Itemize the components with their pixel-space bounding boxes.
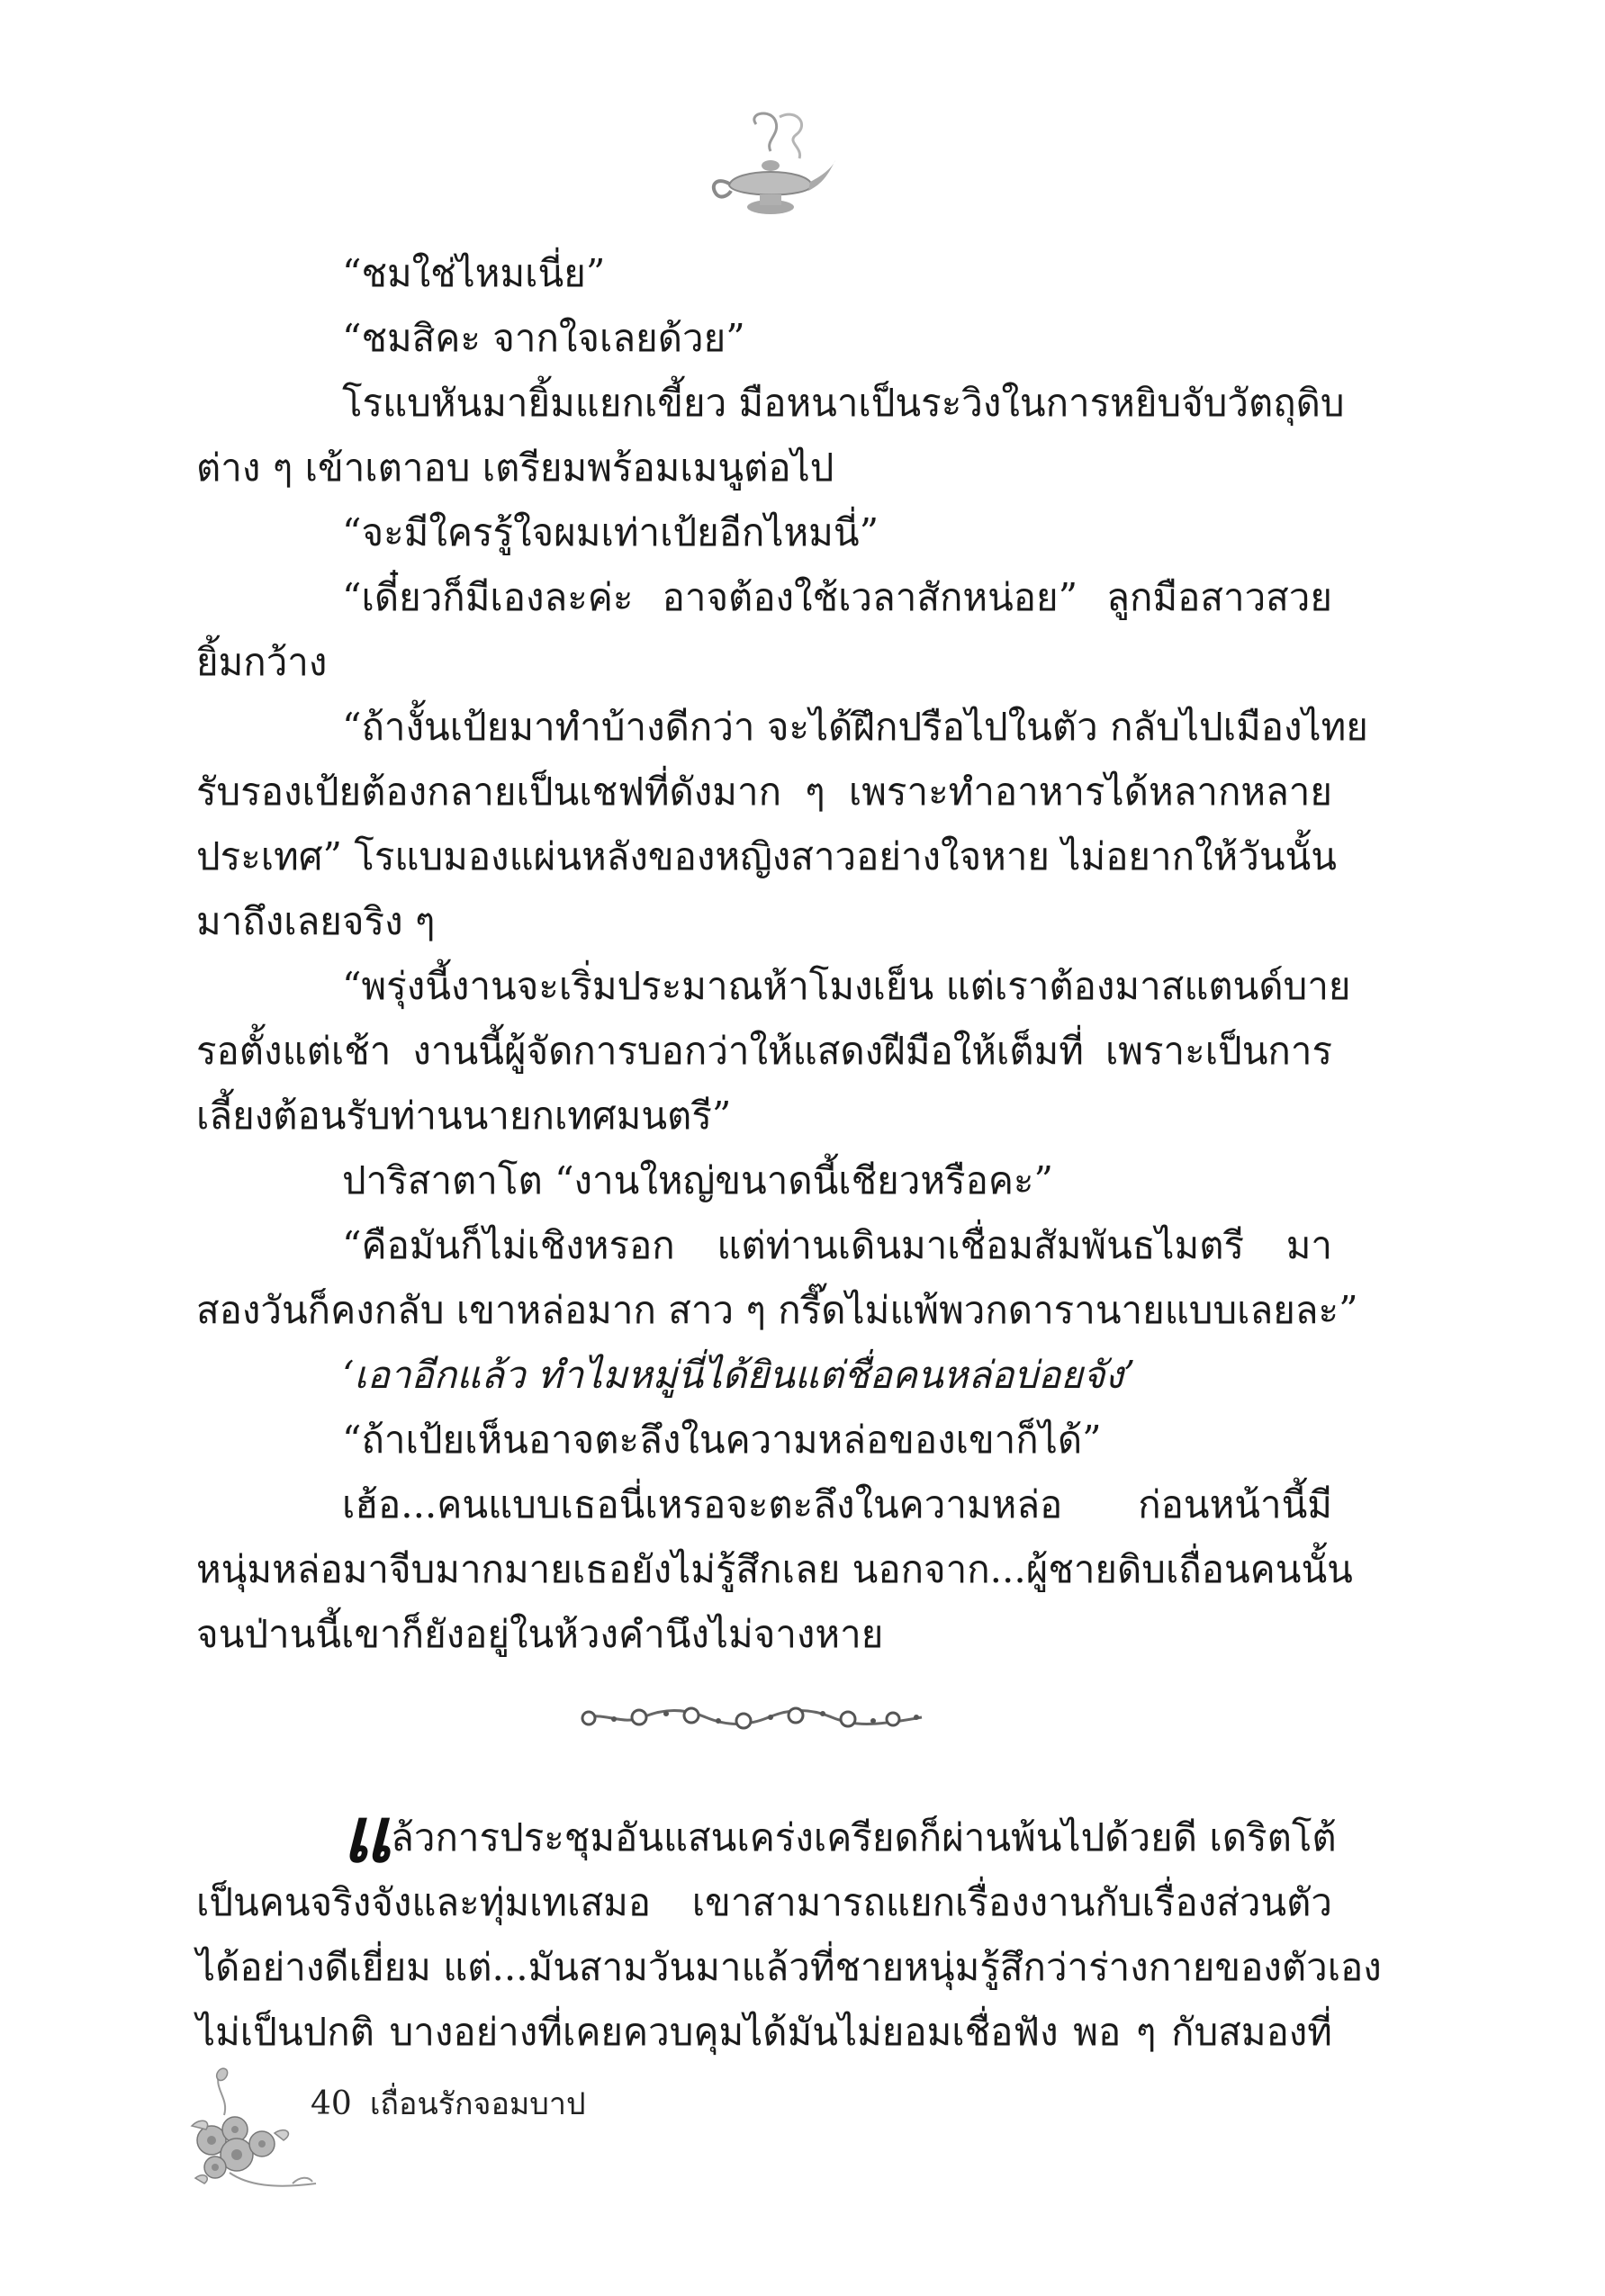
paragraph-line: “จะมีใครรู้ใจผมเท่าเป้ยอีกไหมนี่” <box>342 510 879 554</box>
body-text-top <box>196 241 1368 1667</box>
paragraph-line: ได้อย่างดีเยี่ยม แต่...มันสามวันมาแล้วที่ชายหนุ่มรู้สึกว่าร่างกายของตัวเอง <box>196 1945 1382 1989</box>
paragraph-line: ไม่เป็นปกติ บางอย่างที่เคยควบคุมได้มันไม่ยอมเชื่อฟัง พอ ๆ กับสมองที่ <box>196 2010 1332 2054</box>
paragraph-line: หนุ่มหล่อมาจีบมากมายเธอยังไม่รู้สึกเลย นอกจาก...ผู้ชายดิบเถื่อนคนนั้น <box>196 1547 1353 1591</box>
paragraph-line: ล้วการประชุมอันแสนเคร่งเครียดก็ผ่านพ้นไปด้วยดี เดริตโต้ <box>391 1815 1337 1859</box>
paragraph-line: รับรองเป้ยต้องกลายเป็นเชฟที่ดังมาก ๆ เพราะทำอาหารได้หลากหลาย <box>196 770 1332 814</box>
book-title: เถื่อนรักจอมบาป <box>369 2086 586 2122</box>
paragraph-line: จนป่านนี้เขาก็ยังอยู่ในห้วงคำนึงไม่จางหาย <box>196 1612 884 1656</box>
bead-chain-divider-icon <box>576 1701 927 1733</box>
paragraph-line: “ถ้าเป้ยเห็นอาจตะลึงในความหล่อของเขาก็ได้” <box>342 1418 1102 1462</box>
paragraph-line: สองวันก็คงกลับ เขาหล่อมาก สาว ๆ กรี๊ดไม่แพ้พวกดารานายแบบเลยละ” <box>196 1288 1358 1332</box>
paragraph-line: “เดี๋ยวก็มีเองละค่ะ อาจต้องใช้เวลาสักหน่อย” ลูกมือสาวสวย <box>342 575 1332 619</box>
body-text-section-2 <box>196 1791 1382 2065</box>
paragraph-line: เป็นคนจริงจังและทุ่มเทเสมอ เขาสามารถแยกเรื่องงานกับเรื่องส่วนตัว <box>196 1880 1332 1924</box>
paragraph-line: “ชมใช่ไหมเนี่ย” <box>342 251 606 295</box>
paragraph-line: โรแบหันมายิ้มแยกเขี้ยว มือหนาเป็นระวิงในการหยิบจับวัตถุดิบ <box>342 381 1345 425</box>
page-footer <box>311 2086 586 2122</box>
paragraph-line: รอตั้งแต่เช้า งานนี้ผู้จัดการบอกว่าให้แสดงฝีมือให้เต็มที่ เพราะเป็นการ <box>196 1029 1332 1073</box>
paragraph-line: “คือมันก็ไม่เชิงหรอก แต่ท่านเดินมาเชื่อมสัมพันธไมตรี มา <box>342 1223 1332 1267</box>
paragraph-line: ยิ้มกว้าง <box>196 640 328 684</box>
paragraph-line: “ถ้างั้นเป้ยมาทำบ้างดีกว่า จะได้ฝึกปรือไปในตัว กลับไปเมืองไทย <box>342 705 1368 749</box>
paragraph-line: มาถึงเลยจริง ๆ <box>196 899 436 943</box>
italic-thought-line: ‘เอาอีกแล้ว ทำไมหมู่นี่ได้ยินแต่ชื่อคนหล่อบ่อยจัง’ <box>342 1353 1136 1397</box>
paragraph-line: “พรุ่งนี้งานจะเริ่มประมาณห้าโมงเย็น แต่เราต้องมาสแตนด์บาย <box>342 964 1351 1008</box>
page-number: 40 <box>311 2085 352 2122</box>
paragraph-line: ต่าง ๆ เข้าเตาอบ เตรียมพร้อมเมนูต่อไป <box>196 446 834 490</box>
paragraph-line: เลี้ยงต้อนรับท่านนายกเทศมนตรี” <box>196 1094 732 1138</box>
drop-cap: แ <box>342 1791 386 1879</box>
paragraph-line: ปาริสาตาโต “งานใหญ่ขนาดนี้เชียวหรือคะ” <box>342 1158 1053 1202</box>
paragraph-line: เฮ้อ...คนแบบเธอนี่เหรอจะตะลึงในความหล่อ ก่อนหน้านี้มี <box>342 1482 1332 1526</box>
flower-bouquet-icon <box>185 2061 320 2196</box>
section-opening-line <box>196 1791 1337 1879</box>
paragraph-line: “ชมสิคะ จากใจเลยด้วย” <box>342 316 745 360</box>
genie-lamp-icon <box>702 108 837 225</box>
paragraph-line: ประเทศ” โรแบมองแผ่นหลังของหญิงสาวอย่างใจหาย ไม่อยากให้วันนั้น <box>196 834 1337 878</box>
